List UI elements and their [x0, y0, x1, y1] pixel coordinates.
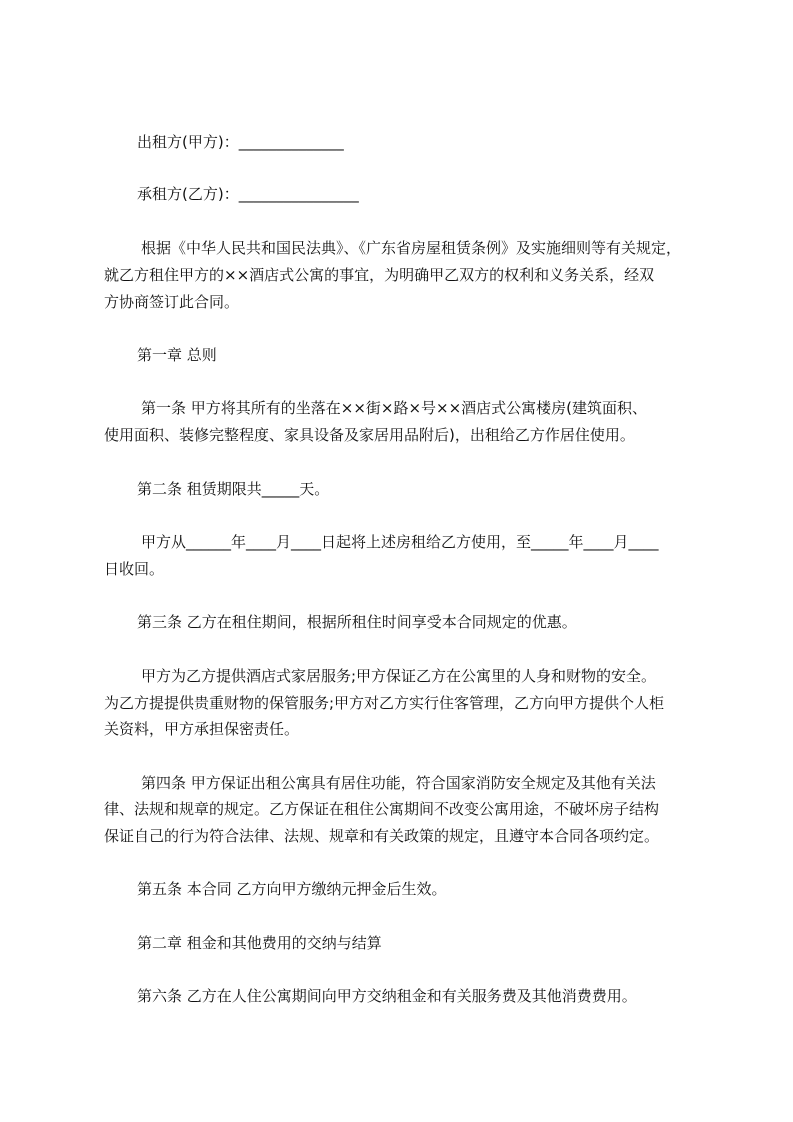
article-4-line-1: 第四条 甲方保证出租公寓具有居住功能，符合国家消防安全规定及其他有关法	[141, 774, 656, 792]
article-4-line-3: 保证自己的行为符合法律、法规、规章和有关政策的规定，且遵守本合同各项约定。	[104, 827, 660, 845]
lease-period-line-2: 日收回。	[104, 560, 165, 578]
preamble-line-3: 方协商签订此合同。	[104, 293, 240, 311]
services-line-1: 甲方为乙方提供酒店式家居服务;甲方保证乙方在公寓里的人身和财物的安全。	[141, 667, 657, 685]
chapter-2-title: 第二章 租金和其他费用的交纳与结算	[137, 934, 382, 952]
lessee-line: 承租方(乙方)：________________	[137, 185, 359, 203]
services-line-3: 关资料，甲方承担保密责任。	[104, 720, 300, 738]
preamble-line-1: 根据《中华人民共和国民法典》、《广东省房屋租赁条例》及实施细则等有关规定，	[141, 239, 682, 257]
article-1-line-1: 第一条 甲方将其所有的坐落在××街×路×号××酒店式公寓楼房(建筑面积、	[141, 399, 648, 417]
preamble-line-2: 就乙方租住甲方的××酒店式公寓的事宜，为明确甲乙双方的权利和义务关系，经双	[104, 266, 655, 284]
services-line-2: 为乙方提提供贵重财物的保管服务;甲方对乙方实行住客管理，乙方向甲方提供个人柜	[104, 694, 665, 712]
article-5: 第五条 本合同 乙方向甲方缴纳元押金后生效。	[137, 880, 447, 898]
lease-period-line-1: 甲方从______年____月____日起将上述房租给乙方使用，至_____年____月____	[141, 533, 659, 551]
chapter-1-title: 第一章 总则	[137, 346, 217, 364]
article-4-line-2: 律、法规和规章的规定。乙方保证在租住公寓期间不改变公寓用途，不破坏房子结构	[104, 800, 660, 818]
article-1-line-2: 使用面积、装修完整程度、家具设备及家居用品附后)，出租给乙方作居住使用。	[104, 426, 635, 444]
article-3: 第三条 乙方在租住期间，根据所租住时间享受本合同规定的优惠。	[137, 613, 577, 631]
lessor-line: 出租方(甲方)：______________	[137, 133, 344, 151]
article-2: 第二条 租赁期限共_____天。	[137, 480, 330, 498]
article-6: 第六条 乙方在人住公寓期间向甲方交纳租金和有关服务费及其他消费费用。	[137, 987, 637, 1005]
